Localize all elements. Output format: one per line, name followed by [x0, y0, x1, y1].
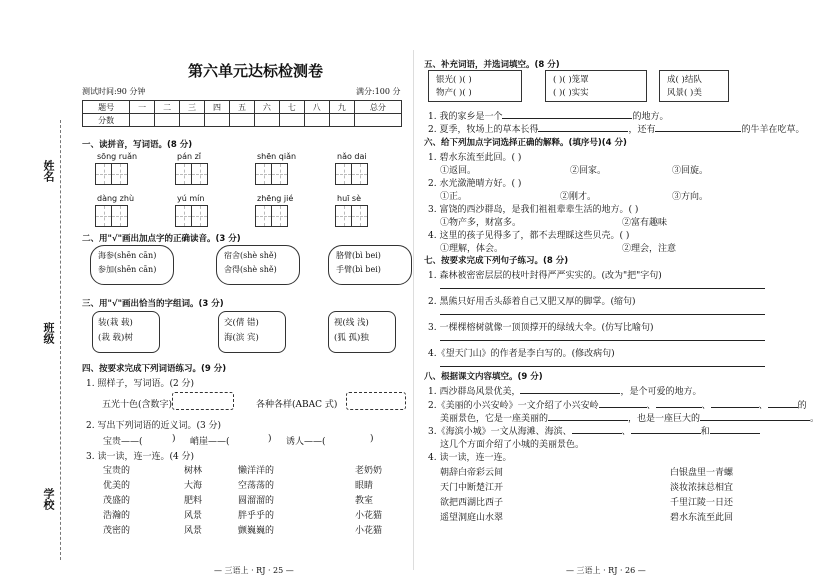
reading-option[interactable]: 手臂(bì bei) [336, 265, 381, 274]
sentence-question: 2. 黑熊只好用舌头舔着自己又肥又厚的脚掌。(缩句) [428, 297, 636, 307]
word-fill[interactable]: ( )( )实实 [553, 88, 589, 98]
q4-1-b: 各种各样(ABAC 式) [256, 400, 338, 410]
reading-option[interactable]: 参加(shēn cān) [98, 265, 157, 274]
sentence-question: 4.《望天门山》的作者是李白写的。(修改病句) [428, 349, 615, 359]
reading-option[interactable]: 舍得(shè shě) [224, 265, 277, 274]
meaning-option[interactable]: ①返回。 [440, 166, 477, 176]
writing-cell[interactable] [271, 205, 288, 227]
choice-option[interactable]: 视(线 浅) [334, 318, 369, 328]
meaning-option[interactable]: ①理解，体会。 [440, 244, 504, 254]
writing-cell[interactable] [111, 205, 128, 227]
match-word[interactable]: 浩瀚的 [103, 511, 131, 521]
writing-cell[interactable] [271, 163, 288, 185]
word-fill[interactable]: 风景( )美 [667, 88, 702, 98]
match-word[interactable]: 大海 [184, 481, 203, 491]
score-cell[interactable] [155, 114, 180, 127]
synonym-text: 宝贵——( [103, 437, 143, 447]
poem-line-left[interactable]: 遥望洞庭山水翠 [440, 513, 504, 523]
poem-line-left[interactable]: 朝辞白帝彩云间 [440, 468, 504, 478]
writing-grid [175, 205, 207, 227]
score-header-cell: 七 [279, 101, 304, 114]
poem-line-right[interactable]: 碧水东流至此回 [670, 513, 734, 523]
word-fill[interactable]: 银光( )( ) [436, 75, 472, 85]
answer-line[interactable] [440, 288, 765, 289]
match-word[interactable]: 胖乎乎的 [238, 511, 275, 521]
q4-1-a: 五光十色(含数字) [102, 400, 173, 410]
pinyin-label: sōng ruǎn [97, 152, 138, 161]
writing-cell[interactable] [111, 163, 128, 185]
writing-cell[interactable] [335, 205, 352, 227]
test-time: 测试时间:90 分钟 [82, 87, 146, 96]
answer-line[interactable] [440, 314, 765, 315]
writing-cell[interactable] [95, 163, 112, 185]
score-cell[interactable] [254, 114, 279, 127]
word-fill[interactable]: 物产( )( ) [436, 88, 472, 98]
synonym-text: ) [370, 434, 374, 444]
reading-option[interactable]: 胳臂(bì bei) [336, 251, 381, 260]
section-2-heading: 二、用"√"画出加点字的正确读音。(3 分) [82, 234, 241, 244]
match-word[interactable]: 茂盛的 [103, 496, 131, 506]
section-4-heading: 四、按要求完成下列词语练习。(9 分) [82, 364, 227, 374]
match-word[interactable]: 小花猫 [355, 526, 383, 536]
meaning-question: 1. 碧水东流至此回。( ) [428, 153, 522, 163]
writing-grid [95, 163, 127, 185]
section-6-heading: 六、给下列加点字词选择正确的解释。(填序号)(4 分) [424, 138, 627, 148]
meaning-option[interactable]: ③方向。 [672, 192, 709, 202]
writing-grid [255, 205, 287, 227]
meaning-option[interactable]: ③回旋。 [672, 166, 709, 176]
match-word[interactable]: 树林 [184, 466, 203, 476]
pinyin-label: shēn qiǎn [257, 152, 297, 161]
match-word[interactable]: 空荡荡的 [238, 481, 275, 491]
match-word[interactable]: 老奶奶 [355, 466, 383, 476]
meaning-option[interactable]: ②富有趣味 [622, 218, 668, 228]
section-7-heading: 七、按要求完成下列句子练习。(8 分) [424, 256, 569, 266]
match-word[interactable]: 风景 [184, 511, 203, 521]
answer-line[interactable] [440, 340, 765, 341]
meaning-question: 4. 这里的孩子见得多了，都不去理睬这些贝壳。( ) [428, 231, 630, 241]
score-cell[interactable] [354, 114, 401, 127]
q8-2-cont: 美丽景色，它是一座美丽的 ，也是一座巨大的 。 [440, 414, 819, 424]
writing-cell[interactable] [191, 163, 208, 185]
writing-cell[interactable] [175, 205, 192, 227]
poem-line-right[interactable]: 千里江陵一日还 [670, 498, 734, 508]
q4-1-label: 1. 照样子，写词语。(2 分) [86, 379, 195, 389]
score-header-cell: 六 [254, 101, 279, 114]
score-cell[interactable] [279, 114, 304, 127]
score-table [82, 100, 402, 127]
sentence-question: 1. 森林被密密层层的枝叶封得严严实实的。(改为"把"字句) [428, 271, 662, 281]
synonym-text: 峭崖——( [190, 437, 230, 447]
writing-cell[interactable] [351, 163, 368, 185]
q8-3: 3.《海滨小城》一文从海滩、海滨、 、 和 [428, 424, 760, 437]
writing-cell[interactable] [95, 205, 112, 227]
score-header-cell: 五 [229, 101, 254, 114]
full-score: 满分:100 分 [356, 87, 401, 96]
score-header-cell: 四 [205, 101, 230, 114]
writing-cell[interactable] [335, 163, 352, 185]
pinyin-label: pán zǐ [177, 152, 202, 161]
synonym-text: ) [172, 434, 176, 444]
q8-3-cont: 这几个方面介绍了小城的美丽景色。 [440, 440, 585, 450]
poem-line-right[interactable]: 淡妆浓抹总相宜 [670, 483, 734, 493]
section-1-heading: 一、读拼音，写词语。(8 分) [82, 140, 193, 150]
meaning-option[interactable]: ①正。 [440, 192, 468, 202]
poem-line-right[interactable]: 白银盘里一青螺 [670, 468, 734, 478]
score-header-cell: 题号 [83, 101, 130, 114]
pinyin-label: yú mín [177, 194, 205, 203]
score-header-cell: 三 [180, 101, 205, 114]
pinyin-label: zhēng jié [257, 194, 294, 203]
sentence-question: 3. 一棵棵榕树就像一顶顶撑开的绿绒大伞。(仿写比喻句) [428, 323, 654, 333]
poem-line-left[interactable]: 欲把西湖比西子 [440, 498, 504, 508]
score-cell[interactable] [329, 114, 354, 127]
match-word[interactable]: 优美的 [103, 481, 131, 491]
choice-option[interactable]: 装(栽 载) [98, 318, 133, 328]
answer-box-b[interactable] [346, 392, 406, 410]
q5-1: 1. 我的家乡是一个 的地方。 [428, 112, 669, 122]
class-label: 班级 [42, 322, 55, 344]
match-word[interactable]: 茂密的 [103, 526, 131, 536]
match-word[interactable]: 小花猫 [355, 511, 383, 521]
answer-box-a[interactable] [172, 392, 234, 410]
choice-option[interactable]: 海(滨 宾) [224, 333, 259, 343]
writing-grid [175, 163, 207, 185]
match-word[interactable]: 懒洋洋的 [238, 466, 275, 476]
writing-cell[interactable] [351, 205, 368, 227]
page-title: 第六单元达标检测卷 [188, 62, 324, 80]
q4-2-label: 2. 写出下列词语的近义词。(3 分) [86, 421, 222, 431]
score-row-label: 分数 [83, 114, 130, 127]
section-3-heading: 三、用"√"画出恰当的字组词。(3 分) [82, 299, 224, 309]
reading-option[interactable]: 宿舍(shè shě) [224, 251, 277, 260]
pinyin-label: nǎo dai [337, 152, 367, 161]
writing-grid [255, 163, 287, 185]
meaning-option[interactable]: ②理会，注意 [622, 244, 677, 254]
name-label: 姓名 [42, 160, 55, 182]
choice-option[interactable]: (狐 孤)独 [334, 333, 369, 343]
match-word[interactable]: 风景 [184, 526, 203, 536]
score-cell[interactable] [130, 114, 155, 127]
section-5-heading: 五、补充词语，并选词填空。(8 分) [424, 60, 560, 70]
match-word[interactable]: 肥料 [184, 496, 203, 506]
section-8-heading: 八、根据课文内容填空。(9 分) [424, 372, 543, 382]
writing-cell[interactable] [191, 205, 208, 227]
score-header-cell: 总分 [354, 101, 401, 114]
meaning-option[interactable]: ①物产多，财富多。 [440, 218, 522, 228]
left-footer: — 三语上 · RJ · 25 — [214, 566, 294, 575]
q8-2: 2.《美丽的小兴安岭》一文介绍了小兴安岭 、 、 、 的 [428, 401, 807, 411]
writing-grid [95, 205, 127, 227]
school-label: 学校 [42, 488, 55, 510]
match-word[interactable]: 眼睛 [355, 481, 374, 491]
meaning-option[interactable]: ②回家。 [570, 166, 607, 176]
score-cell[interactable] [180, 114, 205, 127]
match-word[interactable]: 宝贵的 [103, 466, 131, 476]
writing-grid [335, 205, 367, 227]
synonym-text: 诱人——( [286, 437, 326, 447]
q5-2: 2. 夏季，牧场上的草本长得 ，还有 的牛羊在吃草。 [428, 125, 805, 135]
meaning-question: 2. 水光潋滟晴方好。( ) [428, 179, 522, 189]
writing-grid [335, 163, 367, 185]
choice-option[interactable]: (栽 载)树 [98, 333, 133, 343]
right-footer: — 三语上 · RJ · 26 — [566, 566, 646, 575]
meaning-question: 3. 富饶的西沙群岛，是我们祖祖辈辈生活的地方。( ) [428, 205, 639, 215]
binding-line [60, 120, 61, 560]
writing-cell[interactable] [175, 163, 192, 185]
writing-cell[interactable] [255, 205, 272, 227]
match-word[interactable]: 颤巍巍的 [238, 526, 275, 536]
match-word[interactable]: 教室 [355, 496, 374, 506]
score-header-cell: 一 [130, 101, 155, 114]
score-header-cell: 八 [304, 101, 329, 114]
reading-option[interactable]: 海参(shēn cān) [98, 251, 157, 260]
poem-line-left[interactable]: 天门中断楚江开 [440, 483, 504, 493]
q8-4-label: 4. 读一读，连一连。 [428, 453, 512, 463]
score-header-cell: 九 [329, 101, 354, 114]
page-divider [413, 50, 414, 570]
choice-option[interactable]: 交(倩 错) [224, 318, 259, 328]
score-cell[interactable] [304, 114, 329, 127]
q8-1: 1. 西沙群岛风景优美， ，是个可爱的地方。 [428, 387, 702, 397]
score-cell[interactable] [229, 114, 254, 127]
score-cell[interactable] [205, 114, 230, 127]
word-fill[interactable]: ( )( )笼罩 [553, 75, 589, 85]
writing-cell[interactable] [255, 163, 272, 185]
pinyin-label: huī sè [337, 194, 361, 203]
pinyin-label: dàng zhù [97, 194, 135, 203]
synonym-text: ) [268, 434, 272, 444]
match-word[interactable]: 圆溜溜的 [238, 496, 275, 506]
q4-3-label: 3. 读一读，连一连。(4 分) [86, 452, 195, 462]
score-header-cell: 二 [155, 101, 180, 114]
answer-line[interactable] [440, 366, 765, 367]
word-fill[interactable]: 成( )结队 [667, 75, 702, 85]
meaning-option[interactable]: ②刚才。 [560, 192, 597, 202]
